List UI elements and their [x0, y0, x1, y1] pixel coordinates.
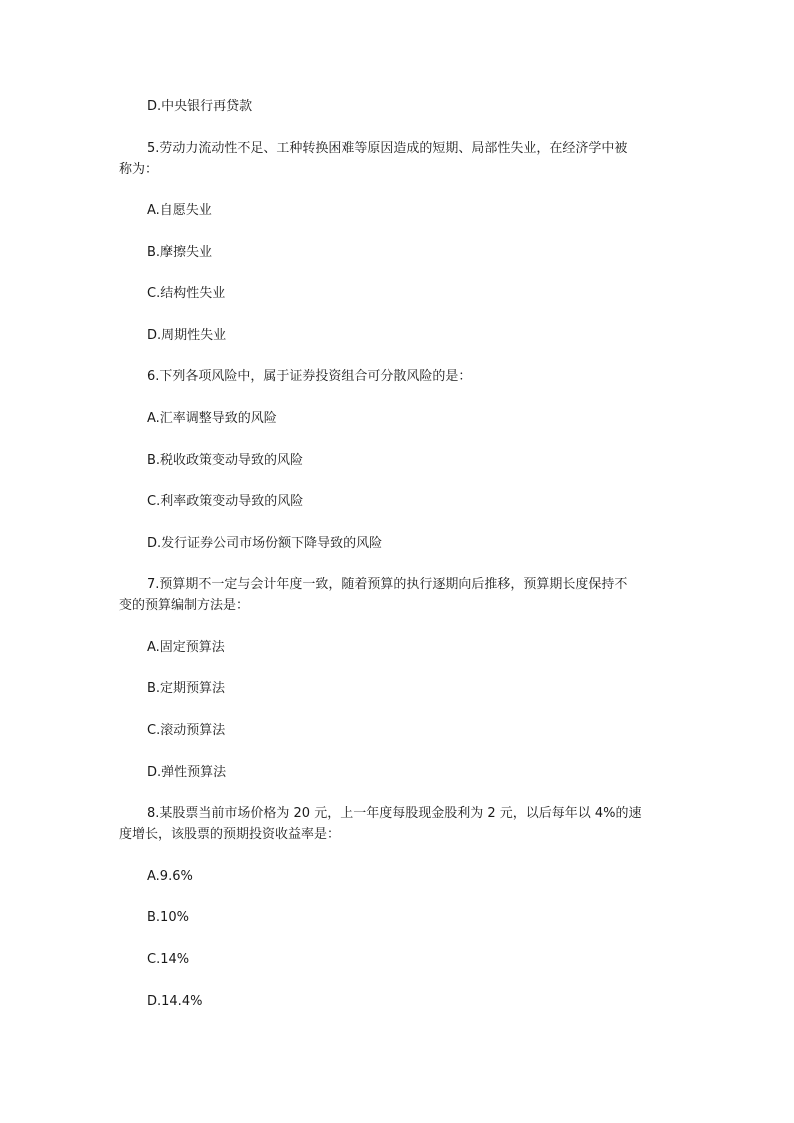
q5-option-c: C.结构性失业	[147, 286, 226, 301]
q5-option-d: D.周期性失业	[147, 328, 227, 343]
q4-option-d: D.中央银行再贷款	[147, 99, 253, 114]
q5-option-b: B.摩擦失业	[147, 245, 213, 260]
q5-stem-line1: 5.劳动力流动性不足、工种转换困难等原因造成的短期、局部性失业，在经济学中被	[147, 141, 628, 156]
q8-option-d: D.14.4%	[147, 994, 203, 1009]
q7-option-d: D.弹性预算法	[147, 765, 227, 780]
q6-stem-line1: 6.下列各项风险中，属于证券投资组合可分散风险的是：	[147, 369, 472, 384]
q6-option-d: D.发行证券公司市场份额下降导致的风险	[147, 536, 383, 551]
q6-option-b: B.税收政策变动导致的风险	[147, 453, 304, 468]
q7-option-c: C.滚动预算法	[147, 723, 226, 738]
q5-option-a: A.自愿失业	[147, 203, 212, 218]
q7-stem-line2: 变的预算编制方法是：	[119, 598, 250, 613]
q6-option-a: A.汇率调整导致的风险	[147, 411, 277, 426]
q8-option-c: C.14%	[147, 952, 190, 967]
q7-option-a: A.固定预算法	[147, 640, 225, 655]
q8-option-a: A.9.6%	[147, 869, 193, 884]
q8-stem-line2: 度增长，该股票的预期投资收益率是：	[119, 827, 341, 842]
q5-stem-line2: 称为：	[119, 162, 159, 177]
q7-option-b: B.定期预算法	[147, 681, 226, 696]
q8-option-b: B.10%	[147, 910, 189, 925]
q8-stem-line1: 8.某股票当前市场价格为 20 元，上一年度每股现金股利为 2 元，以后每年以 4%的速	[147, 806, 642, 821]
q7-stem-line1: 7.预算期不一定与会计年度一致，随着预算的执行逐期向后推移，预算期长度保持不	[147, 577, 628, 592]
q6-option-c: C.利率政策变动导致的风险	[147, 494, 304, 509]
